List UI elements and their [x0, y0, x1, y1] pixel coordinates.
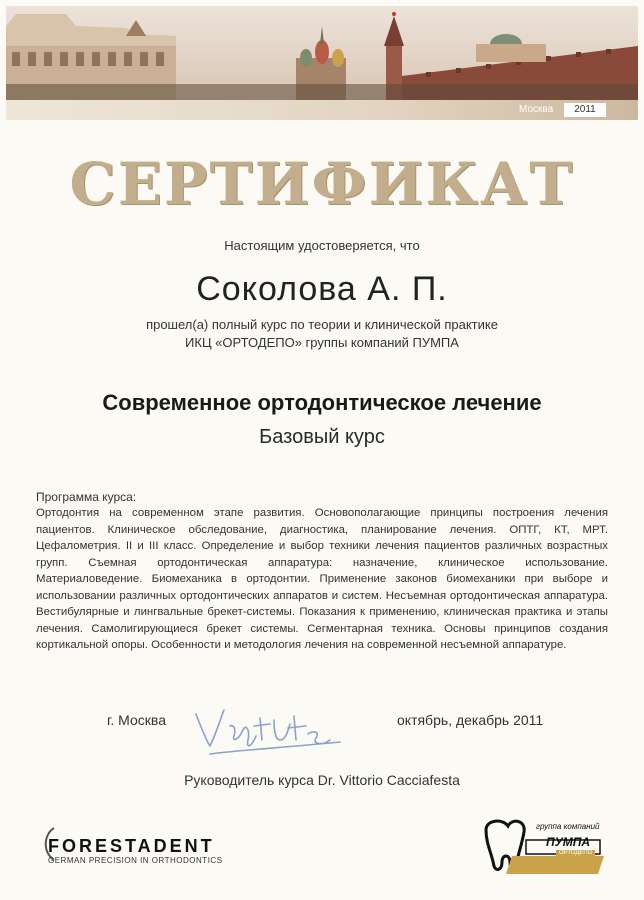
moscow-panorama-image: [6, 6, 638, 100]
course-director: Руководитель курса Dr. Vittorio Cacciafesta: [184, 772, 460, 788]
passed-line-1: прошел(а) полный курс по теории и клинической практике: [146, 317, 498, 332]
banner-year: 2011: [564, 103, 606, 117]
moscow-skyline-illustration: [6, 6, 638, 100]
forestadent-logo-text: FORESTADENT: [48, 836, 215, 856]
recipient-name: Соколова А. П.: [196, 270, 448, 308]
passed-line-2: ИКЦ «ОРТОДЕПО» группы компаний ПУМПА: [185, 335, 459, 350]
forestadent-tagline: GERMAN PRECISION IN ORTHODONTICS: [48, 856, 223, 865]
course-subtitle: Базовый курс: [259, 426, 385, 448]
pumpa-logo-text: ПУМПА: [546, 835, 591, 849]
certify-text: Настоящим удостоверяется, что: [224, 238, 420, 253]
program-heading: Программа курса:: [36, 490, 137, 504]
issue-city: г. Москва: [107, 712, 166, 728]
certificate-title: СЕРТИФИКАТ: [69, 150, 575, 218]
passed-text: [0, 316, 644, 352]
program-text: Ортодонтия на современном этапе развития. Основополагающие принципы построения лечения пациентов. Клиническое обследование, диагностика, планирование лечения. ОПТГ, КТ, МРТ. Цефалометрия. II и III класс. Определение и выбор техники лечения пациентов различных возрастных групп. Съемная ортодонтическая аппаратура: назначение, клиническое использование. Материаловедение. Биомеханика в ортодонтии. Применение законов биомеханики при выборе и использовании различных ортодонтических аппаратов и систем. Несъемная ортодонтическая аппаратура. Вестибулярные и лингвальные брекет-системы. Показания к применению, клиническая практика и этапы лечения. Самолигирующиеся брекет системы. Сегментарная техника. Основы принципов создания кортикальной опоры. Особенности и методология лечения на современной несъемной аппаратуре.: [36, 507, 608, 651]
pumpa-group-label: группа компаний: [536, 822, 600, 831]
banner-city: Москва: [519, 104, 554, 115]
pumpa-sub-label: ОРТОДЕПО: [556, 850, 595, 856]
course-title: Современное ортодонтическое лечение: [102, 390, 542, 415]
issue-date: октябрь, декабрь 2011: [397, 712, 544, 728]
signature-image: [190, 696, 350, 758]
